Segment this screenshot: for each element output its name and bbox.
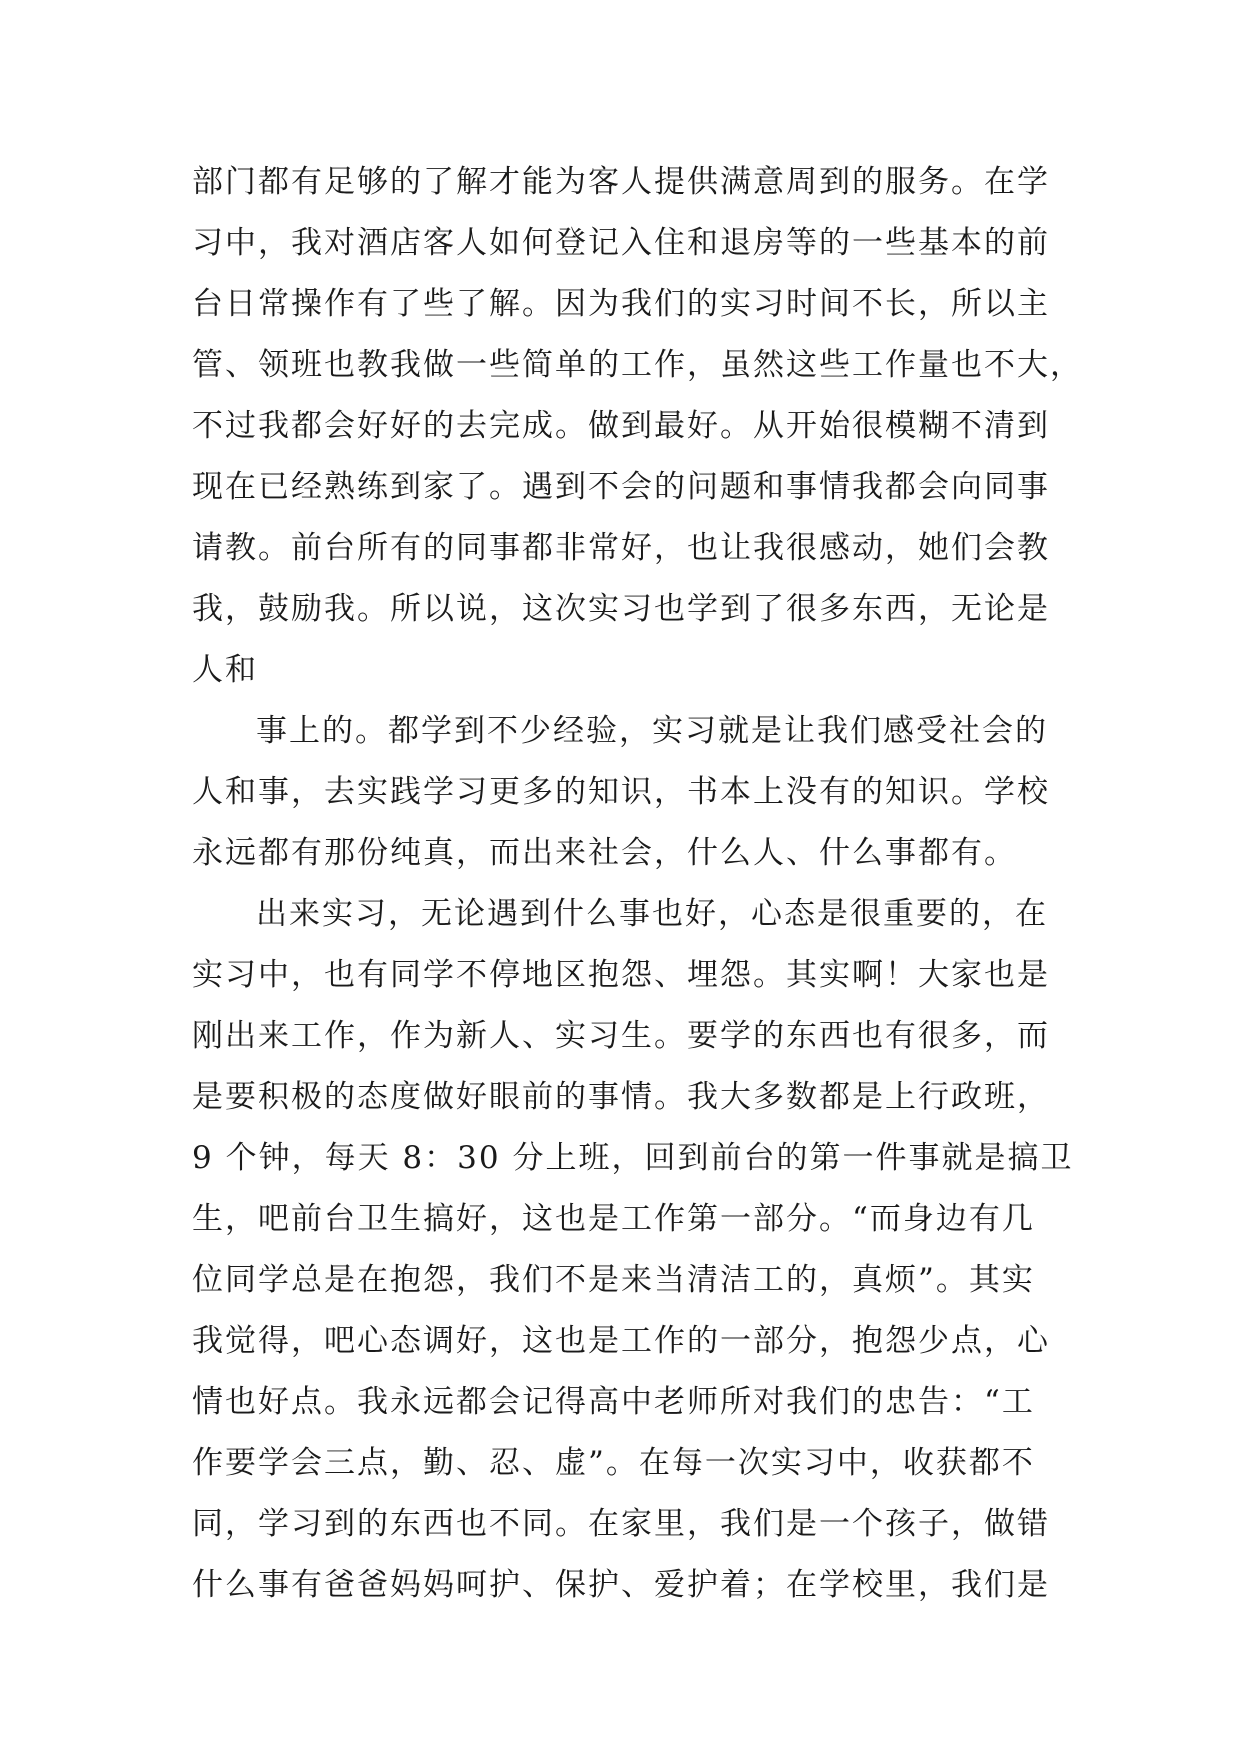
text-line: 不过我都会好好的去完成。做到最好。从开始很模糊不清到 xyxy=(192,408,1050,444)
text-line: 刚出来工作，作为新人、实习生。要学的东西也有很多，而 xyxy=(192,1018,1050,1054)
text-line: 永远都有那份纯真，而出来社会，什么人、什么事都有。 xyxy=(192,835,1017,871)
text-line: 请教。前台所有的同事都非常好，也让我很感动，她们会教 xyxy=(192,530,1050,566)
paragraph-start-line: 出来实习，无论遇到什么事也好，心态是很重要的，在 xyxy=(256,896,1048,932)
text-line: 是要积极的态度做好眼前的事情。我大多数都是上行政班， xyxy=(192,1079,1050,1115)
text-line: 人和事，去实践学习更多的知识，书本上没有的知识。学校 xyxy=(192,774,1050,810)
text-line: 作要学会三点，勤、忍、虚”。在每一次实习中，收获都不 xyxy=(192,1445,1035,1481)
paragraph-start-line: 事上的。都学到不少经验，实习就是让我们感受社会的 xyxy=(256,713,1048,749)
text-line: 部门都有足够的了解才能为客人提供满意周到的服务。在学 xyxy=(192,164,1050,200)
text-line: 我，鼓励我。所以说，这次实习也学到了很多东西，无论是 xyxy=(192,591,1050,627)
text-line: 习中，我对酒店客人如何登记入住和退房等的一些基本的前 xyxy=(192,225,1050,261)
text-line: 9 个钟，每天 8：30 分上班，回到前台的第一件事就是搞卫 xyxy=(192,1140,1074,1176)
text-line: 实习中，也有同学不停地区抱怨、埋怨。其实啊！大家也是 xyxy=(192,957,1050,993)
text-line: 我觉得，吧心态调好，这也是工作的一部分，抱怨少点，心 xyxy=(192,1323,1050,1359)
body-text xyxy=(192,152,1083,1616)
text-line: 台日常操作有了些了解。因为我们的实习时间不长，所以主 xyxy=(192,286,1050,322)
text-line: 人和 xyxy=(192,652,258,688)
text-line: 管、领班也教我做一些简单的工作，虽然这些工作量也不大， xyxy=(192,347,1083,383)
text-line: 什么事有爸爸妈妈呵护、保护、爱护着；在学校里，我们是 xyxy=(192,1567,1050,1603)
text-line: 现在已经熟练到家了。遇到不会的问题和事情我都会向同事 xyxy=(192,469,1050,505)
text-line: 情也好点。我永远都会记得高中老师所对我们的忠告：“工 xyxy=(192,1384,1035,1420)
text-line: 位同学总是在抱怨，我们不是来当清洁工的，真烦”。其实 xyxy=(192,1262,1035,1298)
text-line: 生，吧前台卫生搞好，这也是工作第一部分。“而身边有几 xyxy=(192,1201,1035,1237)
text-line: 同，学习到的东西也不同。在家里，我们是一个孩子，做错 xyxy=(192,1506,1050,1542)
